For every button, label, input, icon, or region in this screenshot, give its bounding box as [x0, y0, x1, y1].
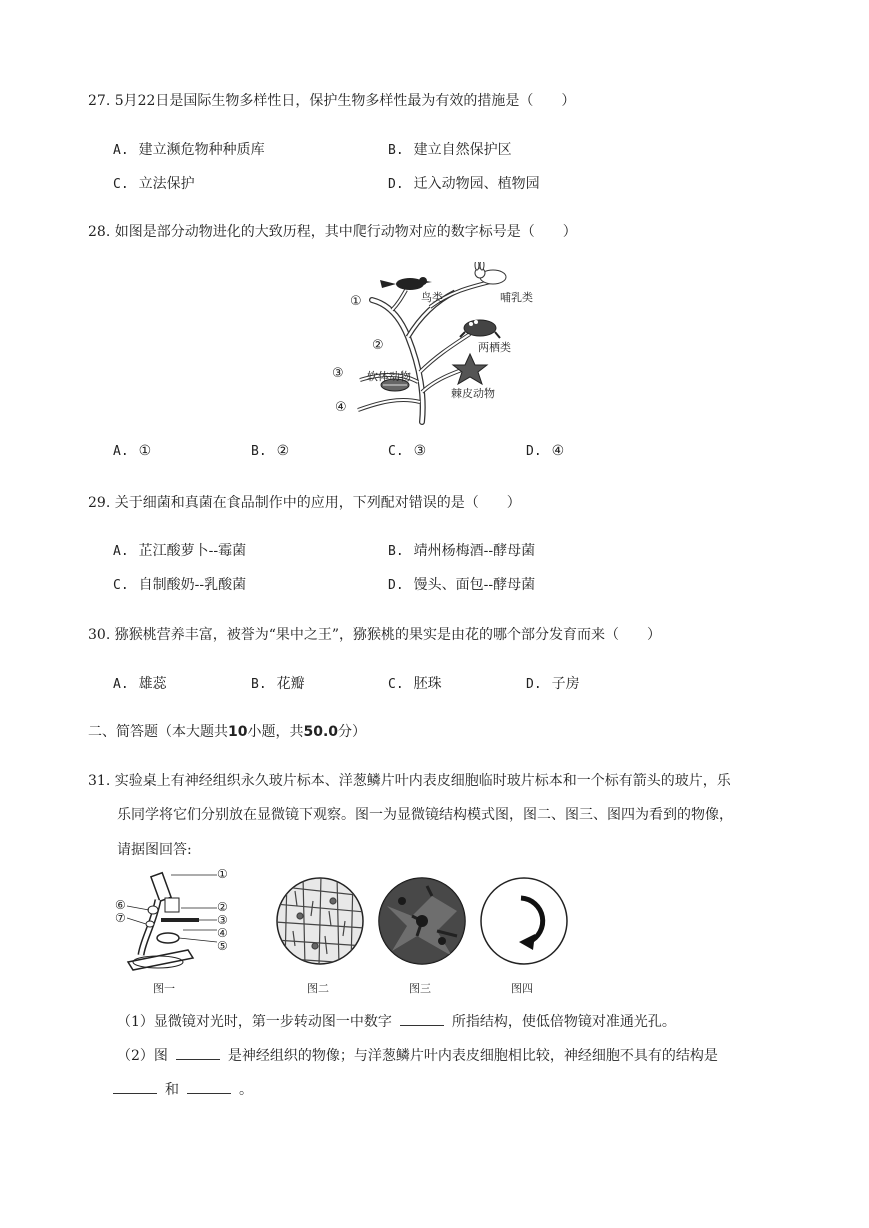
figure-3 — [377, 876, 467, 996]
q29-option-c: C. 自制酸奶--乳酸菌 — [113, 577, 247, 593]
microscope-number-2: ② — [217, 900, 228, 914]
label-birds: 鸟类 — [421, 291, 443, 304]
microscope-number-1: ① — [217, 867, 228, 881]
q28-option-b: B. ② — [251, 443, 290, 459]
q29-option-b: B. 靖州杨梅酒--酵母菌 — [388, 543, 536, 559]
question-31-line-1: 31. 实验桌上有神经组织永久玻片标本、洋葱鳞片叶内表皮细胞临时玻片标本和一个标有箭头的玻片，乐 — [88, 773, 731, 789]
section-heading: 二、简答题（本大题共10小题，共50.0分） — [88, 724, 367, 740]
microscope-number-7: ⑦ — [115, 911, 126, 925]
figure-3-caption: 图三 — [409, 982, 431, 995]
answer-blank-1[interactable] — [400, 1013, 444, 1026]
q30-option-d: D. 子房 — [526, 676, 580, 692]
evolution-tree-drawing — [330, 262, 545, 430]
tree-number-3: ③ — [332, 366, 344, 381]
question-27-stem: 27. 5月22日是国际生物多样性日，保护生物多样性最为有效的措施是（ ） — [88, 93, 576, 109]
question-29-stem: 29. 关于细菌和真菌在食品制作中的应用，下列配对错误的是（ ） — [88, 495, 521, 511]
question-31-line-3: 请据图回答: — [117, 842, 192, 858]
label-mollusks: 软体动物 — [367, 370, 411, 383]
nerve-tissue-image — [377, 876, 467, 966]
onion-cells-image — [275, 876, 365, 966]
question-31-line-2: 乐同学将它们分别放在显微镜下观察。图一为显微镜结构模式图，图二、图三、图四为看到的物像， — [117, 807, 733, 823]
q28-option-d: D. ④ — [526, 443, 565, 459]
question-28-stem: 28. 如图是部分动物进化的大致历程，其中爬行动物对应的数字标号是（ ） — [88, 224, 577, 240]
microscope-number-6: ⑥ — [115, 898, 126, 912]
figure-4 — [479, 876, 569, 996]
evolution-tree-figure — [330, 262, 545, 430]
answer-blank-2[interactable] — [176, 1047, 220, 1060]
tree-number-4: ④ — [335, 400, 347, 415]
tree-number-2: ② — [372, 338, 384, 353]
q29-option-a: A. 芷江酸萝卜--霉菌 — [113, 543, 247, 559]
q31-subquestion-2-continued: 和 。 — [113, 1079, 253, 1099]
q27-option-a: A. 建立濒危物种种质库 — [113, 142, 265, 158]
figure-4-caption: 图四 — [511, 982, 533, 995]
q30-option-a: A. 雄蕊 — [113, 676, 167, 692]
question-30-stem: 30. 猕猴桃营养丰富，被誉为“果中之王”，猕猴桃的果实是由花的哪个部分发育而来（ ） — [88, 627, 662, 643]
q30-option-c: C. 胚珠 — [388, 676, 442, 692]
microscope-number-5: ⑤ — [217, 939, 228, 953]
q27-option-b: B. 建立自然保护区 — [388, 142, 512, 158]
figure-2 — [275, 876, 365, 996]
q28-option-c: C. ③ — [388, 443, 427, 459]
starfish-icon — [453, 354, 487, 384]
microscope-figure — [113, 867, 238, 995]
figure-2-caption: 图二 — [307, 982, 329, 995]
q29-option-d: D. 馒头、面包--酵母菌 — [388, 577, 536, 593]
q27-option-d: D. 迁入动物园、植物园 — [388, 176, 540, 192]
label-amphibians: 两栖类 — [478, 341, 511, 354]
q31-subquestion-2: （2）图 是神经组织的物像；与洋葱鳞片叶内表皮细胞相比较，神经细胞不具有的结构是 — [117, 1048, 718, 1064]
q30-option-b: B. 花瓣 — [251, 676, 305, 692]
q28-option-a: A. ① — [113, 443, 152, 459]
q31-subquestion-1: （1）显微镜对光时，第一步转动图一中数字 所指结构，使低倍物镜对准通光孔。 — [117, 1014, 676, 1030]
tree-number-1: ① — [350, 294, 362, 309]
arrow-slide-image — [479, 876, 569, 966]
figure-1-caption: 图一 — [153, 982, 175, 995]
answer-blank-3[interactable] — [113, 1081, 157, 1094]
label-echinoderms: 棘皮动物 — [451, 387, 495, 400]
rabbit-icon — [475, 262, 506, 284]
label-mammals: 哺乳类 — [500, 291, 533, 304]
q27-option-c: C. 立法保护 — [113, 176, 195, 192]
microscope-number-3: ③ — [217, 913, 228, 927]
answer-blank-4[interactable] — [187, 1081, 231, 1094]
microscope-number-4: ④ — [217, 926, 228, 940]
